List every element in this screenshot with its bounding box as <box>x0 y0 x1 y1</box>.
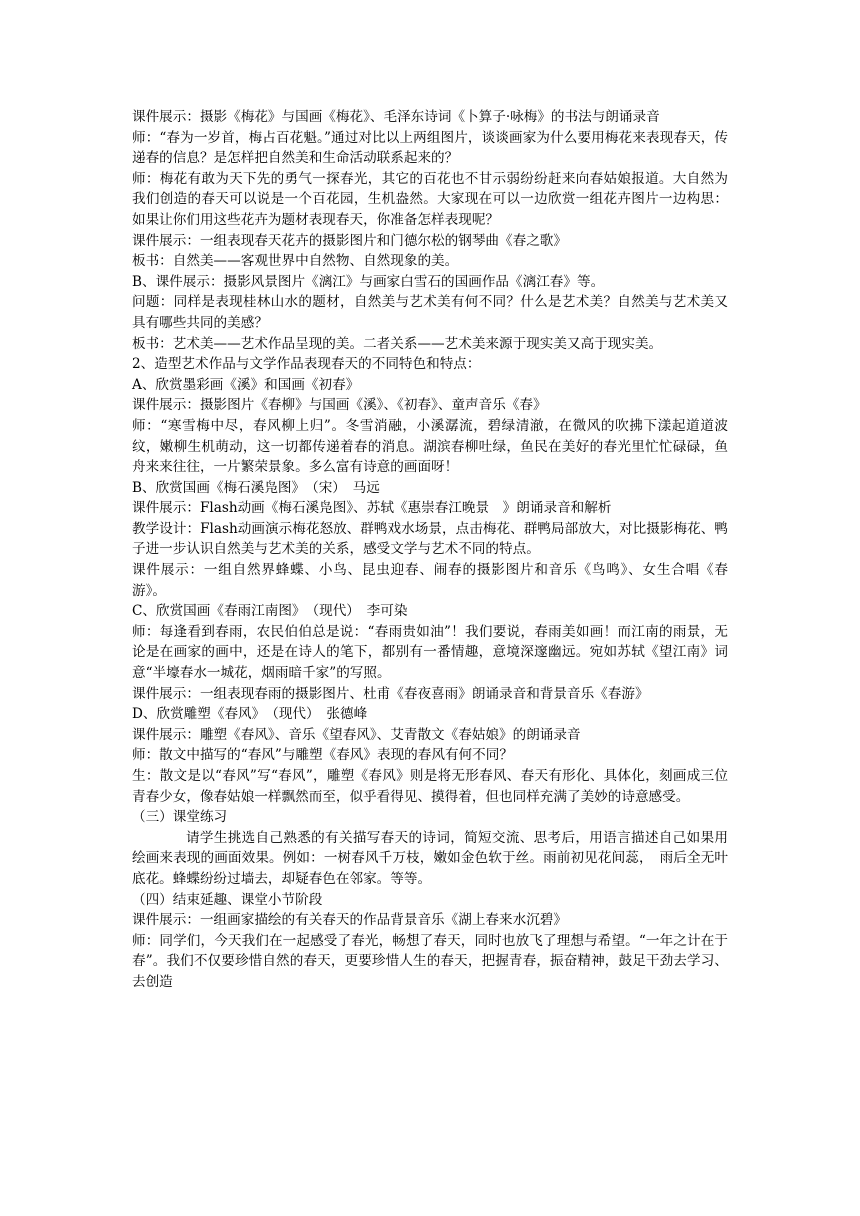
subsection-heading: B、欣赏国画《梅石溪凫图》 （宋） 马远 <box>132 479 380 496</box>
paragraph: 师：“春为一岁首，梅占百花魁。”通过对比以上两组图片，谈谈画家为什么要用梅花来表现春天，传递春的信息？是怎样把自然美和生命活动联系起来的？ <box>132 129 728 167</box>
paragraph: 课件展示：摄影《梅花》与国画《梅花》、毛泽东诗词《卜算子·咏梅》的书法与朗诵录音 <box>132 109 660 125</box>
lesson-plan-text <box>132 107 728 993</box>
paragraph: 教学设计：Flash动画演示梅花怒放、群鸭戏水场景，点击梅花、群鸭局部放大，对比摄影梅花、鸭子进一步认识自然美与艺术美的关系，感受文学与艺术不同的特点。 <box>132 520 728 558</box>
paragraph: B、课件展示：摄影风景图片《漓江》与画家白雪石的国画作品《漓江春》等。 <box>132 273 605 290</box>
paragraph: 师：同学们，今天我们在一起感受了春光，畅想了春天，同时也放飞了理想与希望。“一年之计在于春”。我们不仅要珍惜自然的春天，更要珍惜人生的春天，把握青春，振奋精神，鼓足干劲去学习、去创造 <box>132 932 728 990</box>
subsection-heading: C、欣赏国画《春雨江南图》 （现代） 李可染 <box>132 603 408 620</box>
paragraph: 板书：自然美——客观世界中自然物、自然现象的美。 <box>132 253 459 270</box>
section-heading: 2、造型艺术作品与文学作品表现春天的不同特色和特点： <box>132 356 481 373</box>
paragraph: 课件展示：一组画家描绘的有关春天的作品背景音乐《湖上春来水沉碧》 <box>132 912 567 929</box>
paragraph: 课件展示：一组表现春天花卉的摄影图片和门德尔松的钢琴曲《春之歌》 <box>132 232 567 249</box>
subsection-heading: A、欣赏墨彩画《溪》和国画《初春》 <box>132 376 360 393</box>
paragraph: 师：散文中描写的“春风”与雕塑《春风》表现的春风有何不同？ <box>132 747 513 764</box>
subsection-heading: D、欣赏雕塑《春风》 （现代） 张德峰 <box>132 706 368 723</box>
paragraph: 生：散文是以“春风”写“春风”，雕塑《春风》则是将无形春风、春天有形化、具体化，刻画成三位青春少女，像春姑娘一样飘然而至，似乎看得见、摸得着，但也同样充满了美妙的诗意感受。 <box>132 768 728 805</box>
paragraph: 课件展示：Flash动画《梅石溪凫图》、苏轼《惠崇春江晚景 》朗诵录音和解析 <box>132 500 612 517</box>
paragraph: 课件展示：一组自然界蜂蝶、小鸟、昆虫迎春、闹春的摄影图片和音乐《鸟鸣》、女生合唱《春游》。 <box>132 562 728 599</box>
section-heading: （三）课堂练习 <box>132 809 228 826</box>
paragraph: 课件展示：雕塑《春风》、音乐《望春风》、艾青散文《春姑娘》的朗诵录音 <box>132 726 581 743</box>
paragraph: 师：“寒雪梅中尽，春风柳上归”。冬雪消融，小溪潺流，碧绿清澈，在微风的吹拂下漾起道道波纹，嫩柳生机萌动，这一切都传递着春的消息。湖滨春柳吐绿，鱼民在美好的春光里忙忙碌碌，鱼舟来来往往，一片繁荣景象。多么富有诗意的画面呀！ <box>132 417 728 476</box>
paragraph: 师：梅花有敢为天下先的勇气一探春光，其它的百花也不甘示弱纷纷赶来向春姑娘报道。大自然为我们创造的春天可以说是一个百花园，生机盎然。大家现在可以一边欣赏一组花卉图片一边构思：如果让你们用这些花卉为题材表现春天，你准备怎样表现呢？ <box>132 170 728 228</box>
paragraph: 问题：同样是表现桂林山水的题材，自然美与艺术美有何不同？什么是艺术美？自然美与艺术美又具有哪些共同的美感？ <box>132 294 728 331</box>
paragraph: 请学生挑选自己熟悉的有关描写春天的诗词，简短交流、思考后，用语言描述自己如果用绘画来表现的画面效果。例如：一树春风千万枝，嫩如金色软于丝。雨前初见花间蕊， 雨后全无叶底花。蜂蝶纷纷过墙去，却疑春色在邻家。等等。 <box>132 829 728 887</box>
paragraph: 课件展示：一组表现春雨的摄影图片、杜甫《春夜喜雨》朗诵录音和背景音乐《春游》 <box>132 685 649 702</box>
paragraph: 板书：艺术美——艺术作品呈现的美。二者关系——艺术美来源于现实美又高于现实美。 <box>132 335 663 352</box>
paragraph: 课件展示：摄影图片《春柳》与国画《溪》、《初春》、童声音乐《春》 <box>132 397 547 414</box>
paragraph: 师：每逢看到春雨，农民伯伯总是说：“春雨贵如油”！我们要说，春雨美如画！而江南的雨景，无论是在画家的画中，还是在诗人的笔下，都别有一番情趣，意境深邃幽远。宛如苏轼《望江南》词意“半壕春水一城花，烟雨暗千家”的写照。 <box>132 623 728 682</box>
section-heading: （四）结束延趣、课堂小节阶段 <box>132 891 323 908</box>
